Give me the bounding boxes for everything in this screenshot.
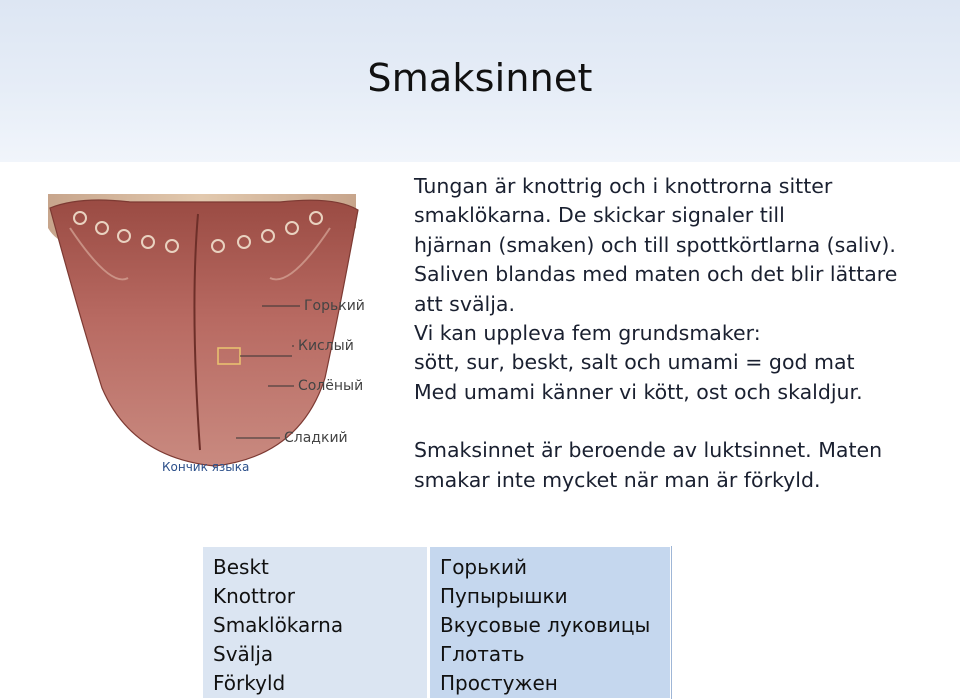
vocab-word: Пупырышки [440, 584, 568, 608]
label-bitter: Горький [304, 298, 365, 314]
label-sour: Кислый [298, 338, 354, 354]
text-line: smaklökarna. De skickar signaler till [414, 203, 785, 228]
text-line: Vi kan uppleva fem grundsmaker: [414, 321, 761, 346]
text-line: Saliven blandas med maten och det blir lättare [414, 262, 898, 287]
vocab-word: Svälja [213, 642, 274, 666]
text-line: Med umami känner vi kött, ost och skaldjur. [414, 379, 863, 404]
vocab-word: Вкусовые луковицы [440, 613, 651, 637]
vocab-word: Knottror [213, 584, 295, 608]
label-sweet: Сладкий [284, 430, 348, 446]
vocab-word: Простужен [440, 671, 558, 695]
text-line: sött, sur, beskt, salt och umami = god mat [414, 350, 855, 375]
text-line: Tungan är knottrig och i knottrorna sitter [414, 174, 833, 198]
vocab-word: Глотать [440, 642, 525, 666]
label-salty: Солёный [298, 378, 364, 394]
vocab-word: Förkyld [213, 671, 286, 695]
slide-title: Smaksinnet [367, 56, 593, 100]
text-line: Smaksinnet är beroende av luktsinnet. Maten [414, 438, 883, 463]
tongue-body [50, 200, 358, 466]
vocab-russian [429, 546, 671, 699]
text-line: smakar inte mycket när man är förkyld. [414, 467, 821, 492]
body-text [414, 172, 934, 495]
vocab-word: Beskt [213, 555, 269, 579]
table-edge [671, 546, 672, 699]
vocab-word: Горький [440, 555, 527, 579]
text-line: att svälja. [414, 291, 515, 316]
vocab-swedish [202, 546, 428, 699]
text-line: hjärnan (smaken) och till spottkörtlarna (saliv). [414, 232, 896, 257]
label-tip: Кончик языка [162, 460, 250, 474]
tongue-illustration [40, 188, 380, 488]
vocab-word: Smaklökarna [213, 613, 344, 637]
